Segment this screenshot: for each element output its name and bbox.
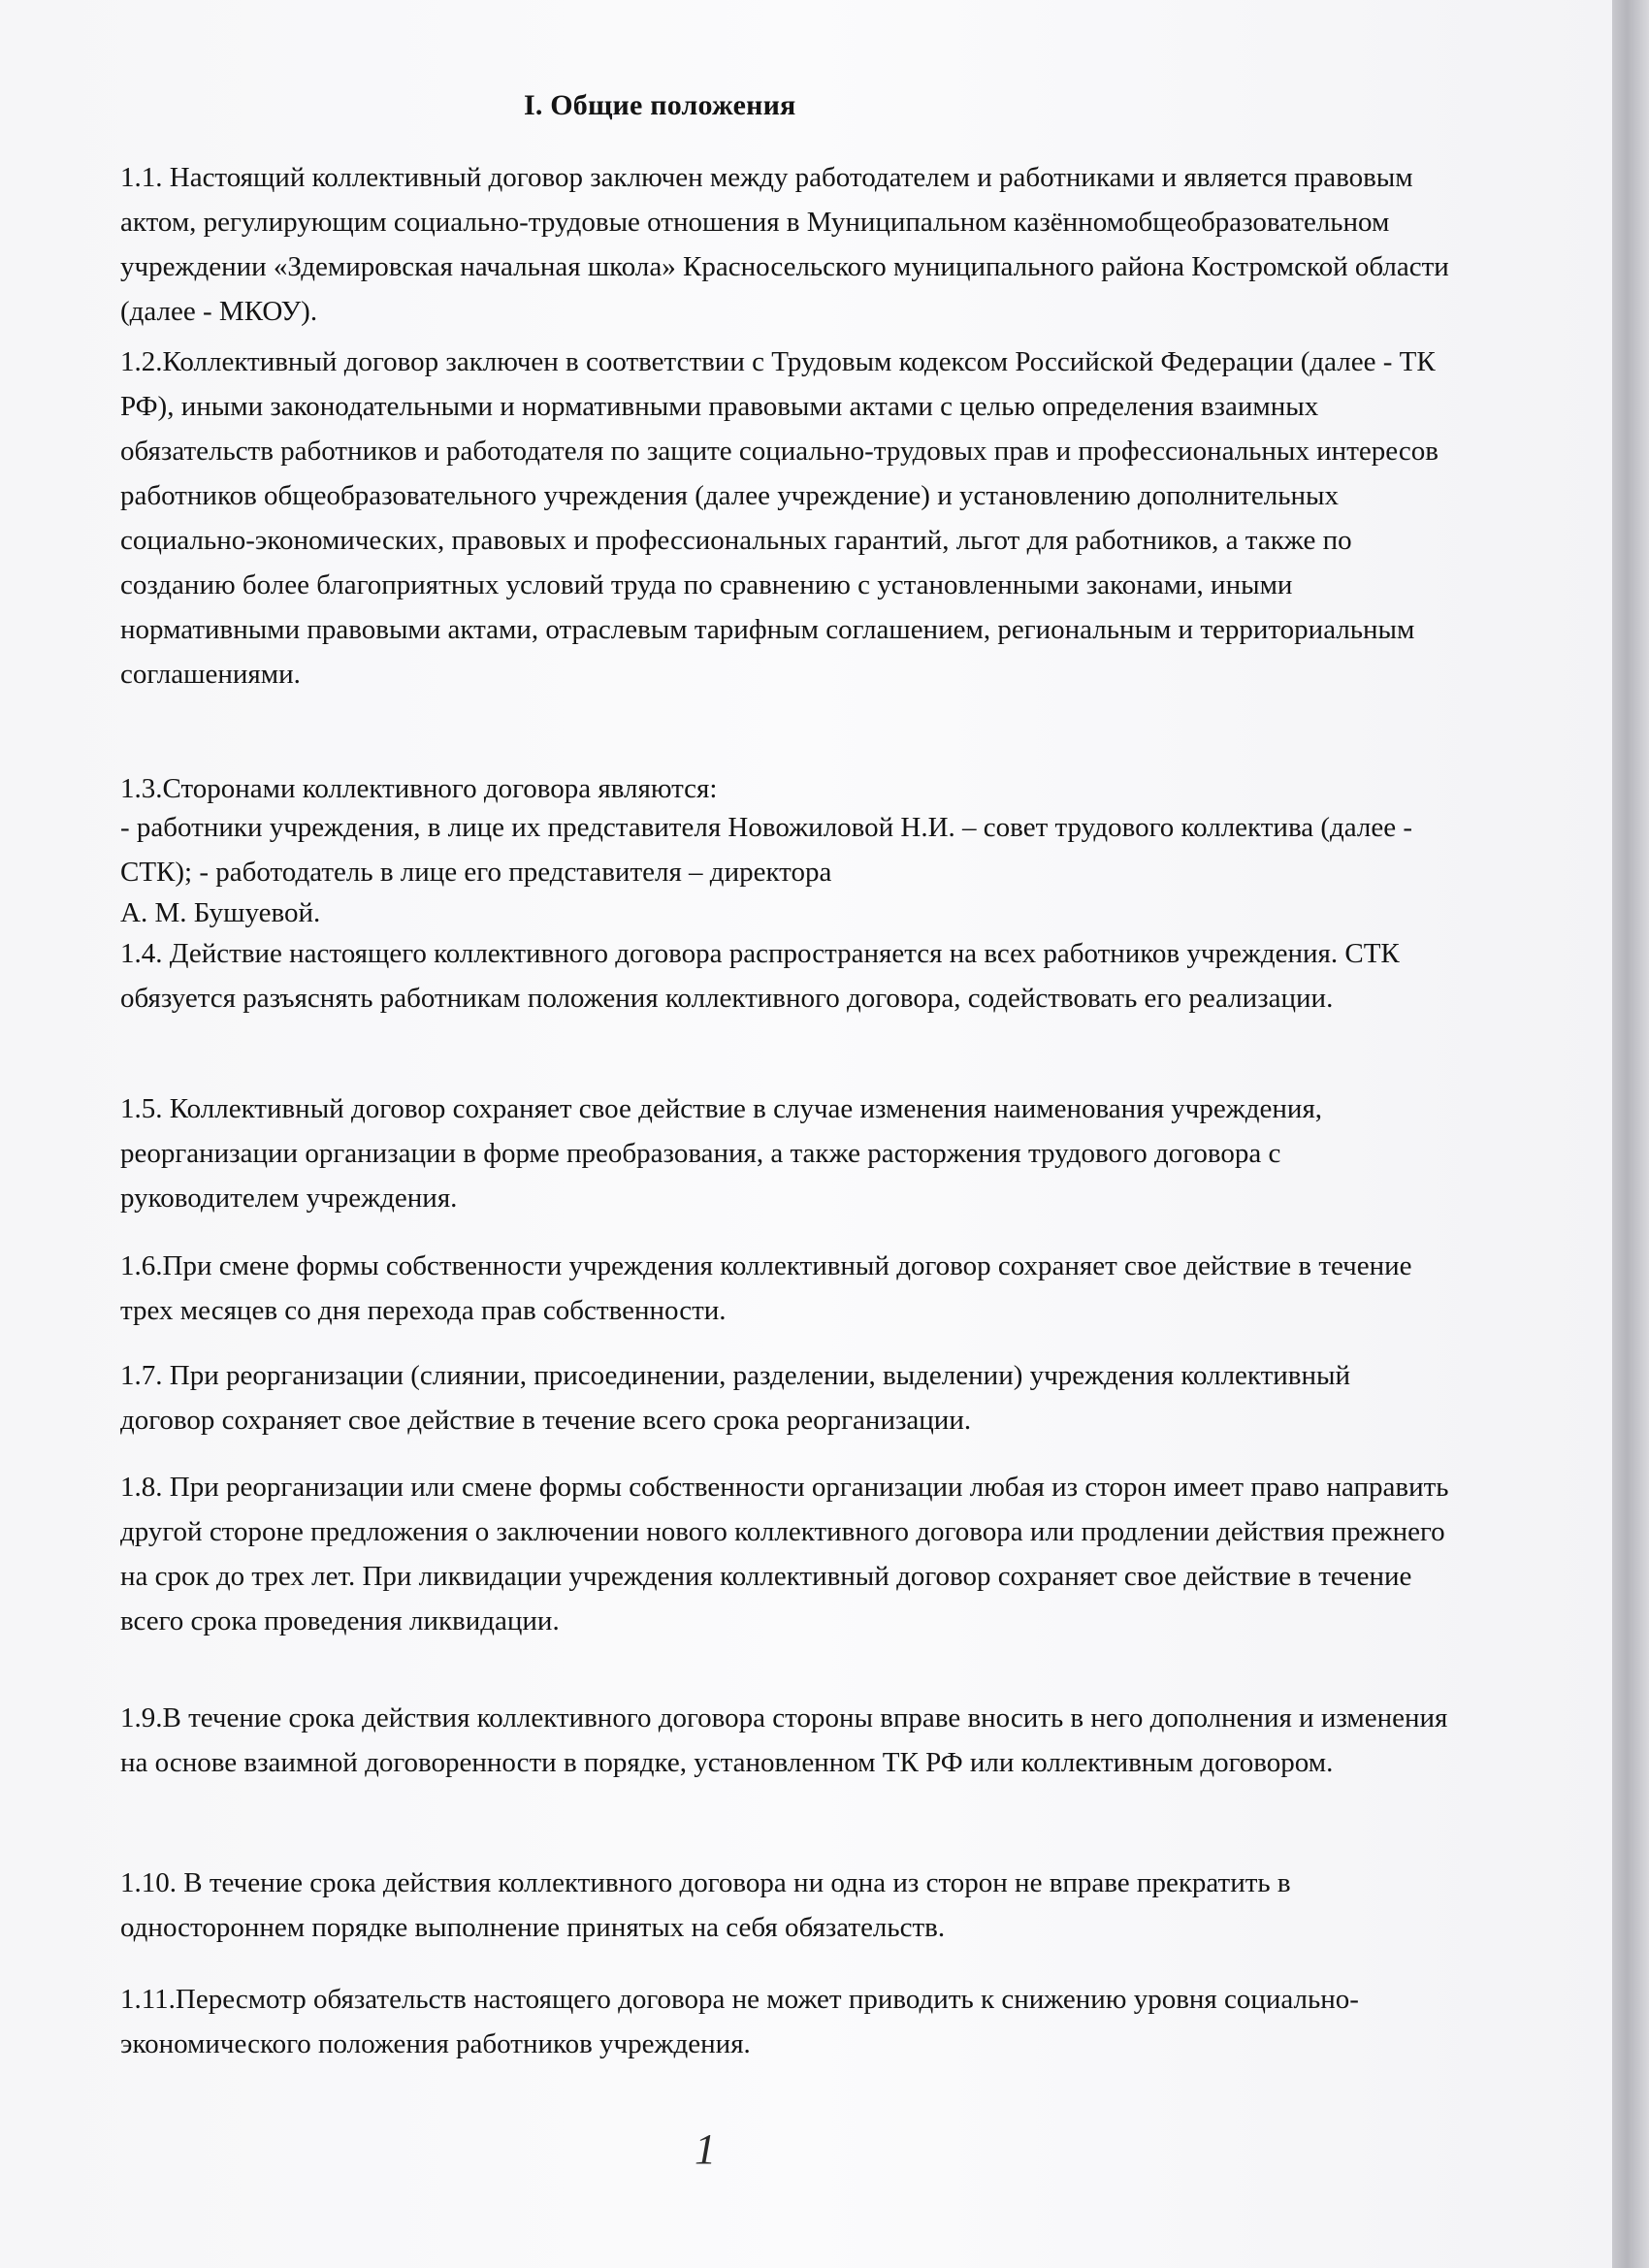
paragraph-1-1: 1.1. Настоящий коллективный договор заключен между работодателем и работниками и является правовым актом, регулирующим социально-трудовые отношения в Муниципальном казённомобщеобразовательном учреждении «Здемировская начальная школа» Красносельского муниципального района Костромской области (далее - МКОУ). <box>120 162 1449 327</box>
paragraph-1-5: 1.5. Коллективный договор сохраняет свое действие в случае изменения наименования учреждения, реорганизации организации в форме преобразования, а также расторжения трудового договора с руководителем учреждения. <box>120 1093 1323 1214</box>
paragraph-1-6: 1.6.При смене формы собственности учреждения коллективный договор сохраняет свое действие в течение трех месяцев со дня перехода прав собственности. <box>120 1250 1412 1326</box>
paragraph-1-9: 1.9.В течение срока действия коллективного договора стороны вправе вносить в него дополнения и изменения на основе взаимной договоренности в порядке, установленном ТК РФ или коллективным договором. <box>120 1702 1448 1778</box>
paragraph-1-2: 1.2.Коллективный договор заключен в соответствии с Трудовым кодексом Российской Федерации (далее - ТК РФ), иными законодательными и нормативными правовыми актами с целью определения взаимных обязательств работников и работодателя по защите социально-трудовых прав и профессиональных интересов работников общеобразовательного учреждения (далее учреждение) и установлению дополнительных социально-экономических, правовых и профессиональных гарантий, льгот для работников, а также по созданию более благоприятных условий труда по сравнению с установленными законами, иными нормативными правовыми актами, отраслевым тарифным соглашением, региональным и территориальным соглашениями. <box>120 346 1439 690</box>
paragraph-1-7: 1.7. При реорганизации (слиянии, присоединении, разделении, выделении) учреждения коллективный договор сохраняет свое действие в течение всего срока реорганизации. <box>120 1360 1351 1436</box>
paragraph-1-3-parties: - работники учреждения, в лице их представителя Новожиловой Н.И. – совет трудового коллектива (далее - СТК); - работодатель в лице его представителя – директора <box>120 812 1413 888</box>
page-edge-shadow <box>1612 0 1649 2268</box>
page-number: 1 <box>695 2125 716 2173</box>
paragraph-1-4: 1.4. Действие настоящего коллективного договора распространяется на всех работников учреждения. СТК обязуется разъяснять работникам положения коллективного договора, содействовать его реализации. <box>120 938 1400 1014</box>
section-heading: I. Общие положения <box>524 89 796 121</box>
paragraph-1-3-director: А. М. Бушуевой. <box>120 897 321 928</box>
paragraph-1-3: 1.3.Сторонами коллективного договора являются: <box>120 773 718 804</box>
paragraph-1-11: 1.11.Пересмотр обязательств настоящего договора не может приводить к снижению уровня социально-экономического положения работников учреждения. <box>120 1984 1359 2059</box>
paragraph-1-10: 1.10. В течение срока действия коллективного договора ни одна из сторон не вправе прекратить в одностороннем порядке выполнение принятых на себя обязательств. <box>120 1867 1291 1943</box>
paragraph-1-8: 1.8. При реорганизации или смене формы собственности организации любая из сторон имеет право направить другой стороне предложения о заключении нового коллективного договора или продлении действия прежнего на срок до трех лет. При ликвидации учреждения коллективный договор сохраняет свое действие в течение всего срока проведения ликвидации. <box>120 1472 1449 1636</box>
